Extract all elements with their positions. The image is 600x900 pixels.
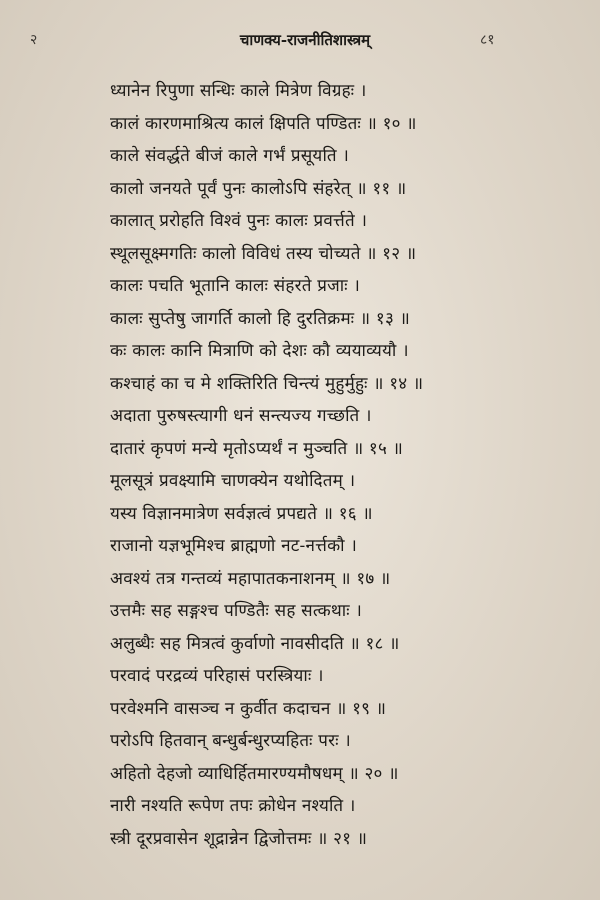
verse-line: कालः सुप्तेषु जागर्ति कालो हि दुरतिक्रमः ॥ १३ ॥ bbox=[110, 308, 410, 329]
verse-line: नारी नश्यति रूपेण तपः क्रोधेन नश्यति । bbox=[110, 796, 356, 816]
running-title: चाणक्य-राजनीतिशास्त्रम् bbox=[239, 31, 371, 49]
verse-line: कालो जनयते पूर्वं पुनः कालोऽपि संहरेत् ॥ ११ ॥ bbox=[110, 178, 407, 199]
verse-line: कालं कारणमाश्रित्य कालं क्षिपति पण्डितः ॥ १० ॥ bbox=[110, 113, 417, 134]
page-header bbox=[0, 30, 600, 54]
verse-line: कालः पचति भूतानि कालः संहरते प्रजाः । bbox=[110, 276, 361, 296]
verse-line: परवेश्मनि वासञ्च न कुर्वीत कदाचन ॥ १९ ॥ bbox=[110, 698, 387, 719]
verse-line: राजानो यज्ञभूमिश्च ब्राह्मणो नट-नर्त्तकौ । bbox=[110, 536, 357, 556]
verse-line: उत्तमैः सह सङ्गश्च पण्डितैः सह सत्कथाः । bbox=[110, 601, 363, 621]
verse-line: यस्य विज्ञानमात्रेण सर्वज्ञत्वं प्रपद्यते ॥ १६ ॥ bbox=[110, 503, 373, 524]
verse-line: स्थूलसूक्ष्मगतिः कालो विविधं तस्य चोच्यते ॥ १२ ॥ bbox=[110, 243, 417, 264]
verse-line: अहितो देहजो व्याधिर्हितमारण्यमौषधम् ॥ २० ॥ bbox=[110, 763, 399, 784]
verse-line: कः कालः कानि मित्राणि को देशः कौ व्ययाव्ययौ । bbox=[110, 341, 409, 361]
page-number: २ bbox=[30, 32, 38, 48]
verse-line: ध्यानेन रिपुणा सन्धिः काले मित्रेण विग्रहः । bbox=[110, 81, 367, 101]
verse-line: कालात् प्ररोहति विश्वं पुनः कालः प्रवर्त्तते । bbox=[110, 211, 368, 231]
verse-list bbox=[110, 75, 510, 855]
verse-line: दातारं कृपणं मन्ये मृतोऽप्यर्थं न मुञ्चति ॥ १५ ॥ bbox=[110, 438, 404, 459]
verse-line: कश्चाहं का च मे शक्तिरिति चिन्त्यं मुहुर्मुहुः ॥ १४ ॥ bbox=[110, 373, 424, 394]
verse-line: परवादं परद्रव्यं परिहासं परस्त्रियाः । bbox=[110, 666, 324, 686]
verse-line: अवश्यं तत्र गन्तव्यं महापातकनाशनम् ॥ १७ ॥ bbox=[110, 568, 391, 589]
verse-line: स्त्री दूरप्रवासेन शूद्रान्नेन द्विजोत्तमः ॥ २१ ॥ bbox=[110, 828, 368, 849]
verse-line: परोऽपि हितवान् बन्धुर्बन्धुरप्यहितः परः । bbox=[110, 731, 351, 751]
verse-line: अलुब्धैः सह मित्रत्वं कुर्वाणो नावसीदति ॥ १८ ॥ bbox=[110, 633, 400, 654]
verse-line: अदाता पुरुषस्त्यागी धनं सन्त्यज्य गच्छति । bbox=[110, 406, 372, 426]
verse-line: काले संवर्द्धते बीजं काले गर्भं प्रसूयति । bbox=[110, 146, 350, 166]
verse-line: मूलसूत्रं प्रवक्ष्यामि चाणक्येन यथोदितम् । bbox=[110, 471, 356, 491]
header-right-marker: ८१ bbox=[480, 32, 495, 48]
